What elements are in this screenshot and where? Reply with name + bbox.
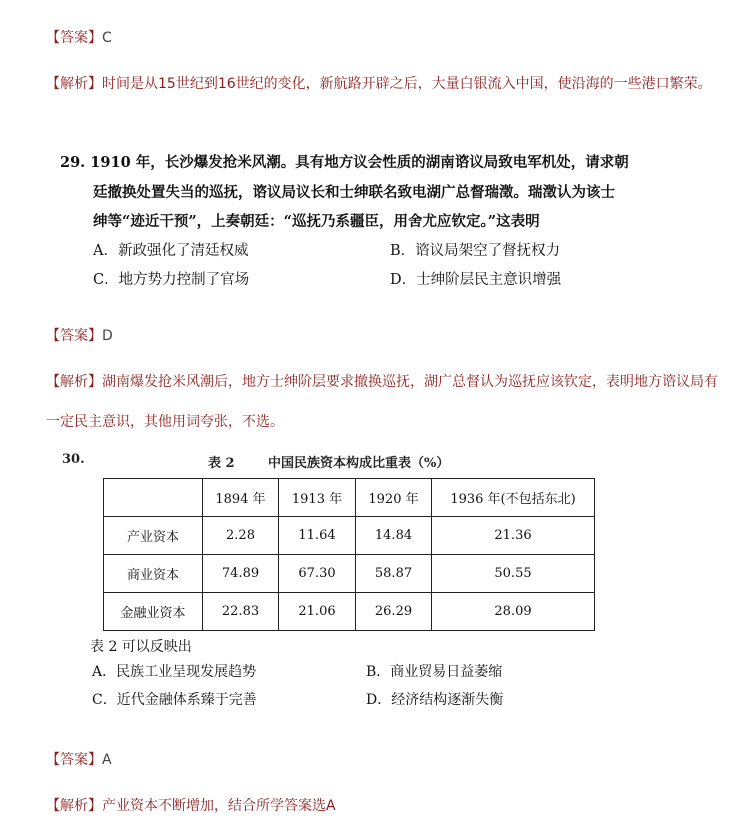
answer-line-3: [46, 750, 112, 770]
answer-value: D: [102, 328, 113, 344]
question-29-options-row-2: [60, 266, 700, 296]
option-a: A．民族工业呈现发展趋势: [92, 664, 257, 680]
answer-value: C: [102, 30, 112, 46]
question-29-line-1: [60, 148, 700, 178]
table-cell: 产业资本: [104, 517, 203, 555]
table-label: 表 2: [208, 456, 235, 471]
question-29-line-2: 廷撤换处置失当的巡抚，谘议局议长和士绅联名致电湖广总督瑞澂。瑞澂认为该士: [93, 183, 615, 201]
table-cell: 商业资本: [104, 555, 203, 593]
option-d: D．经济结构逐渐失衡: [366, 692, 504, 708]
table-header-cell: 1920 年: [356, 479, 432, 517]
table-cell: 21.06: [279, 593, 356, 631]
table-header-row: [104, 479, 595, 517]
analysis-text: 产业资本不断增加，结合所学答案选A: [102, 798, 336, 814]
question-29-number: 29.: [60, 154, 86, 171]
table-cell: 2.28: [203, 517, 279, 555]
table-cell: 金融业资本: [104, 593, 203, 631]
option-a: A．新政强化了清廷权威: [93, 242, 249, 259]
answer-line-1: [46, 28, 112, 48]
table-row: [104, 555, 595, 593]
table-title: 中国民族资本构成比重表（%）: [268, 456, 450, 471]
capital-structure-table: [103, 478, 595, 631]
table-cell: 74.89: [203, 555, 279, 593]
question-29-options-row-1: [60, 237, 700, 267]
table-header-cell: [104, 479, 203, 517]
question-29: [60, 148, 700, 296]
question-30-options-row-1: [90, 658, 650, 686]
question-30-lead: 表 2 可以反映出: [90, 639, 192, 655]
question-29-line-3: 绅等“迹近干预”，上奏朝廷：“巡抚乃系疆臣，用舍尤应钦定。”这表明: [93, 213, 540, 230]
option-b: B．谘议局架空了督抚权力: [390, 242, 561, 259]
analysis-text: 湖南爆发抢米风潮后，地方士绅阶层要求撤换巡抚，湖广总督认为巡抚应该钦定，表明地方谘议局有一定民主意识，其他用词夸张，不选。: [46, 374, 718, 430]
table-cell: 11.64: [279, 517, 356, 555]
option-d: D．士绅阶层民主意识增强: [390, 272, 562, 288]
table-header-cell: 1936 年(不包括东北): [432, 479, 595, 517]
answer-label: 【答案】: [46, 30, 102, 46]
question-30-number: 30.: [62, 452, 85, 467]
table-header-cell: 1913 年: [279, 479, 356, 517]
table-cell: 28.09: [432, 593, 595, 631]
question-30-options-row-2: [90, 686, 650, 714]
analysis-3: [46, 786, 726, 826]
question-30-header: [62, 452, 662, 472]
option-c: C．近代金融体系臻于完善: [92, 692, 257, 708]
option-b: B．商业贸易日益萎缩: [366, 664, 503, 680]
answer-line-2: [46, 326, 113, 346]
table-row: [104, 517, 595, 555]
analysis-label: 【解析】: [46, 798, 102, 814]
table-row: [104, 593, 595, 631]
table-cell: 67.30: [279, 555, 356, 593]
table-cell: 26.29: [356, 593, 432, 631]
table-cell: 50.55: [432, 555, 595, 593]
table-cell: 22.83: [203, 593, 279, 631]
analysis-text: 时间是从15世纪到16世纪的变化，新航路开辟之后，大量白银流入中国，使沿海的一些港口繁荣。: [102, 76, 712, 92]
analysis-label: 【解析】: [46, 374, 102, 390]
option-c: C．地方势力控制了官场: [93, 272, 250, 288]
answer-value: A: [102, 752, 112, 768]
question-29-text-1: 1910 年，长沙爆发抢米风潮。具有地方议会性质的湖南谘议局致电军机处，请求朝: [90, 154, 629, 171]
analysis-1: [46, 64, 726, 104]
table-cell: 14.84: [356, 517, 432, 555]
table-cell: 58.87: [356, 555, 432, 593]
question-30-body: [90, 636, 650, 714]
analysis-label: 【解析】: [46, 76, 102, 92]
answer-label: 【答案】: [46, 328, 102, 344]
table-header-cell: 1894 年: [203, 479, 279, 517]
table-cell: 21.36: [432, 517, 595, 555]
answer-label: 【答案】: [46, 752, 102, 768]
analysis-2: [46, 362, 726, 442]
